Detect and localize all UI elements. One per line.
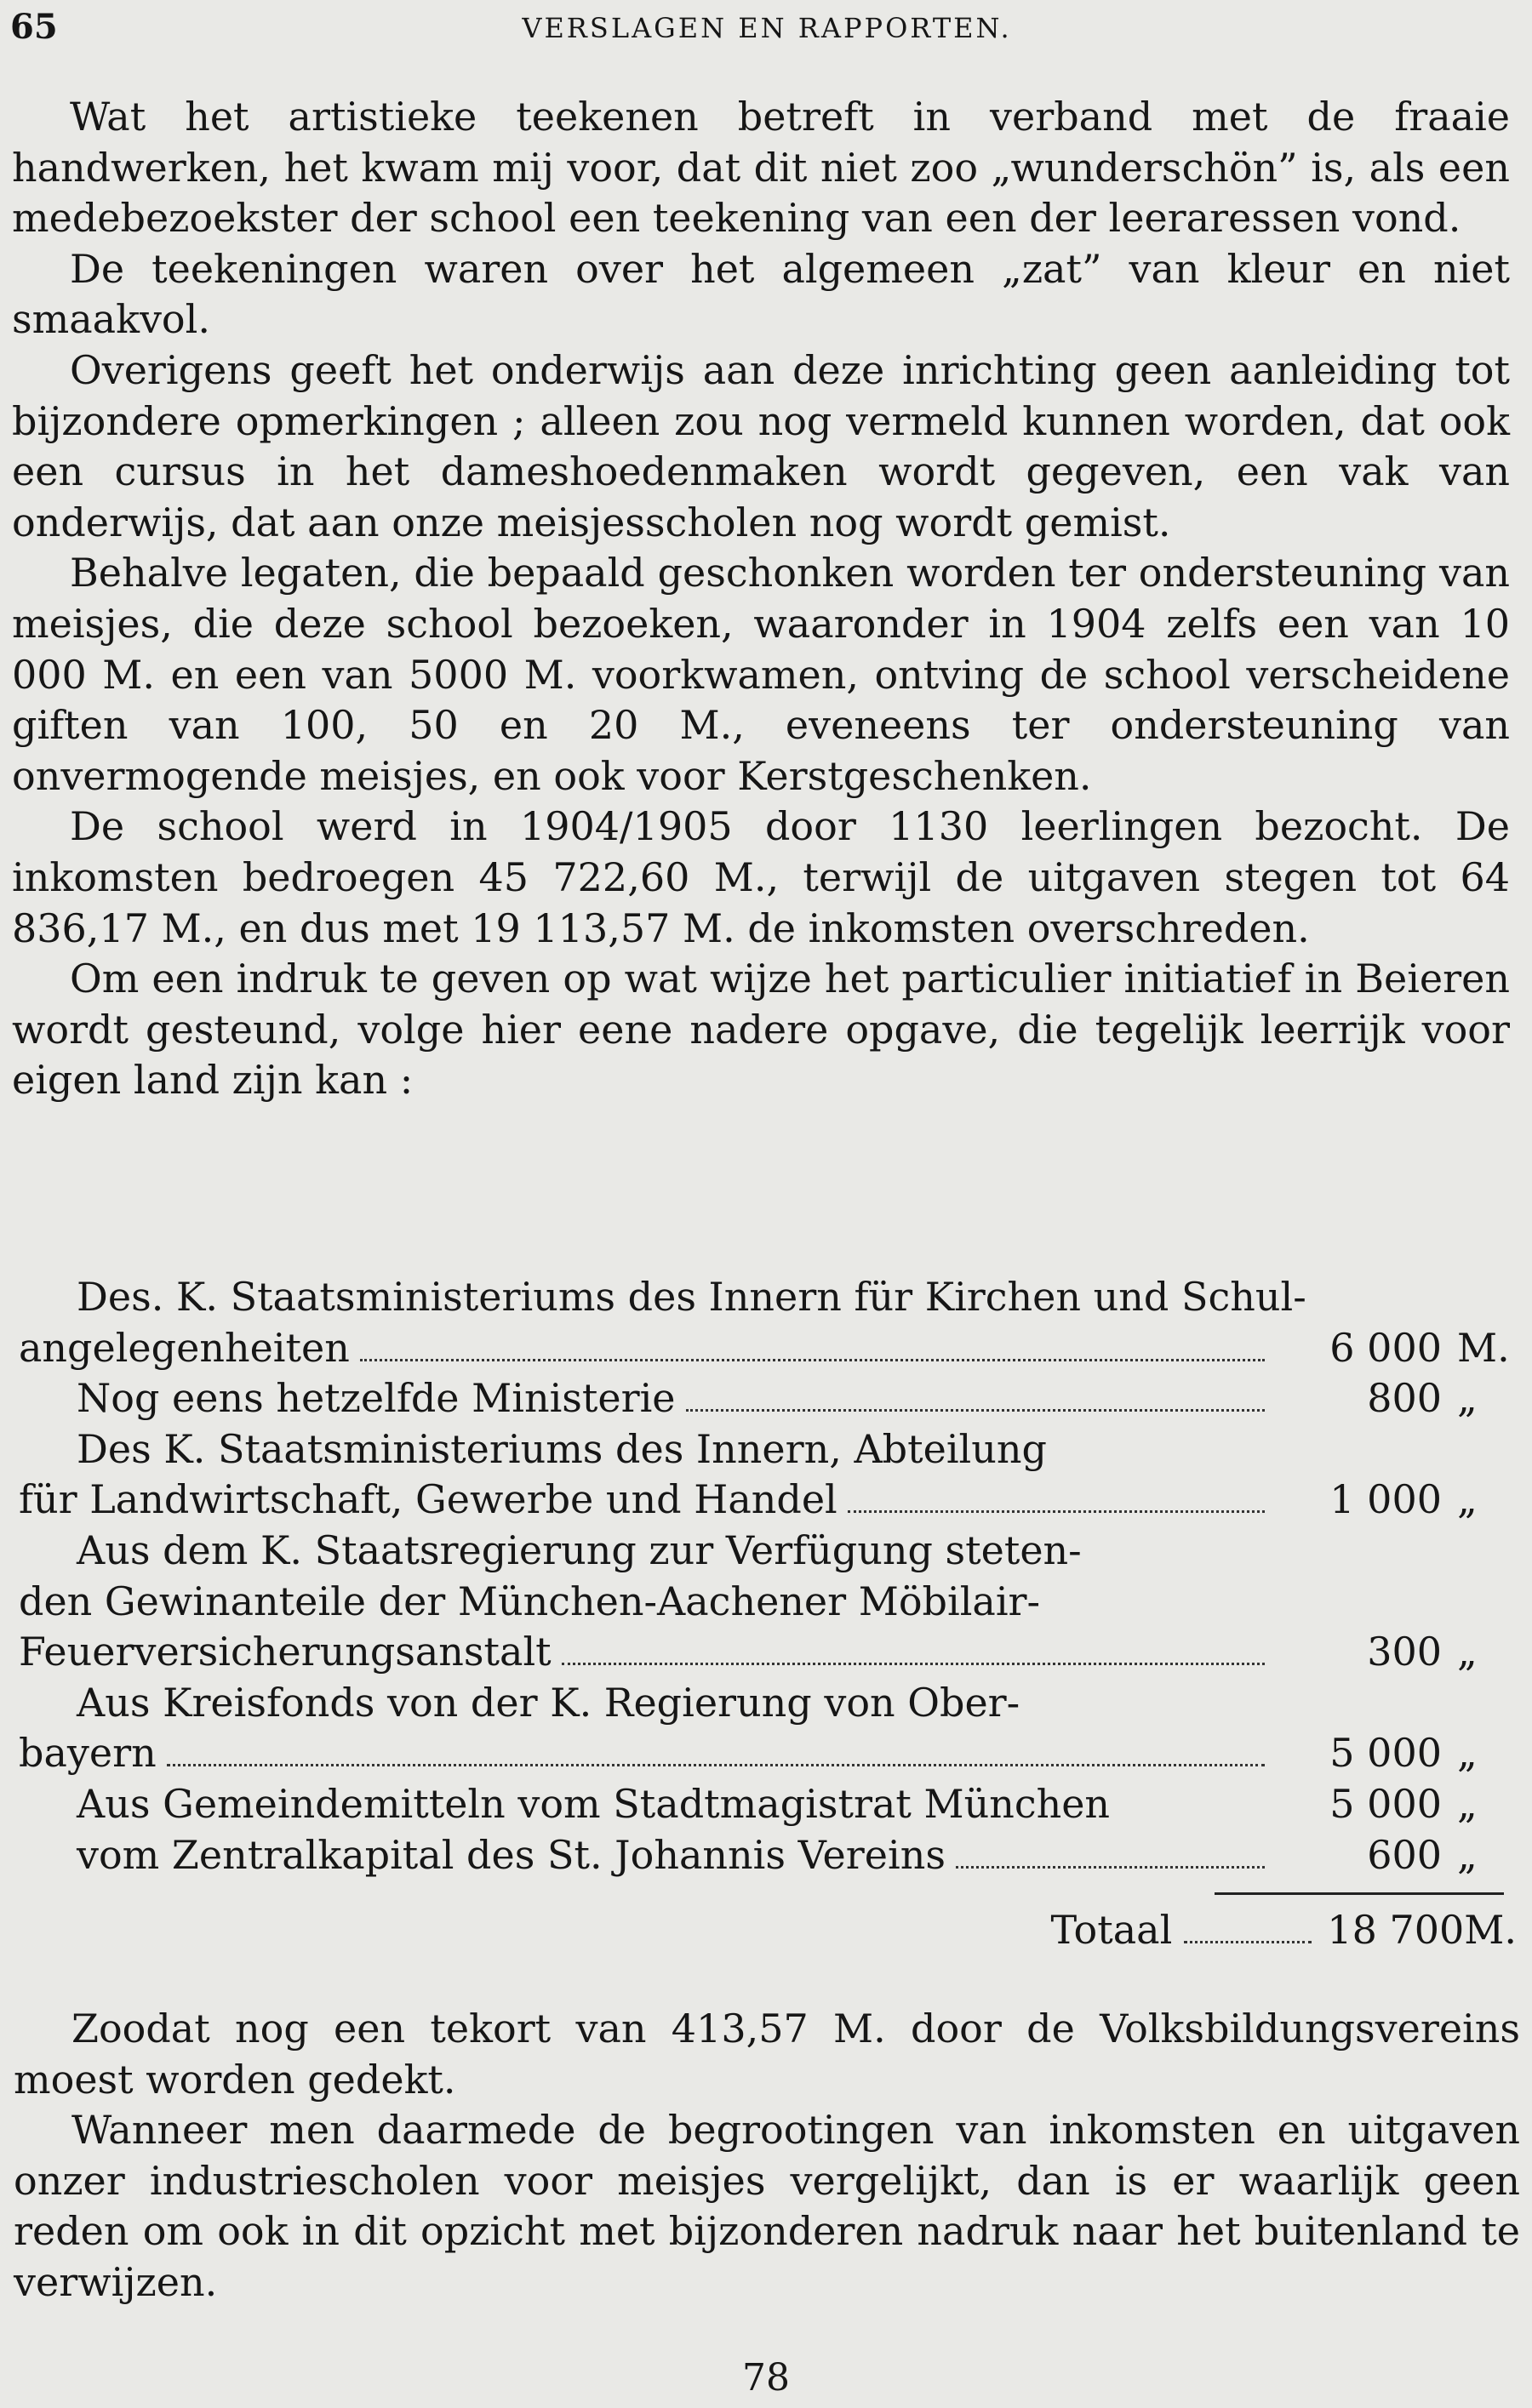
ledger-entry bbox=[19, 1526, 1517, 1678]
paragraph: Behalve legaten, die bepaald geschonken worden ter ondersteuning van meisjes, die deze school bezoeken, waaronder in 1904 zelfs een van 10 000 M. en een van 5000 M. voorkwamen, ontving de school verscheidene giften van 100, 50 en 20 M., eveneens ter ondersteuning van onvermogende meisjes, en ook voor Kerstgeschenken. bbox=[12, 550, 1510, 799]
ledger-unit: „ bbox=[1457, 1476, 1478, 1523]
ledger-amount: 600 bbox=[1367, 1831, 1442, 1878]
ledger-entry-line: bayern bbox=[19, 1730, 157, 1777]
ledger-entry bbox=[19, 1272, 1517, 1373]
body-text bbox=[12, 92, 1510, 1106]
paragraph: Om een indruk te geven op wat wijze het particulier initiatief in Beieren wordt gesteund, volge hier eene nadere opgave, die tegelijk leerrijk voor eigen land zijn kan : bbox=[12, 956, 1510, 1104]
paragraph: De school werd in 1904/1905 door 1130 leerlingen bezocht. De inkomsten bedroegen 45 722,60 M., terwijl de uitgaven stegen tot 64 836,17 M., en dus met 19 113,57 M. de inkomsten overschreden. bbox=[12, 803, 1510, 951]
ledger-entry bbox=[19, 1373, 1517, 1424]
ledger-unit: „ bbox=[1457, 1780, 1478, 1827]
ledger-entry-line: Des K. Staatsministeriums des Innern, Abteilung bbox=[77, 1425, 1047, 1472]
ledger-entry-line: Des. K. Staatsministeriums des Innern für Kirchen und Schul- bbox=[77, 1274, 1306, 1320]
folio-number: 78 bbox=[742, 2356, 790, 2399]
page-number: 65 bbox=[10, 7, 58, 47]
ledger-entry-line: für Landwirtschaft, Gewerbe und Handel bbox=[19, 1476, 837, 1523]
ledger-amount: 800 bbox=[1367, 1375, 1442, 1422]
ledger-entry-line: Aus Kreisfonds von der K. Regierung von Ober- bbox=[77, 1679, 1020, 1726]
paragraph: De teekeningen waren over het algemeen „zat” van kleur en niet smaakvol. bbox=[12, 245, 1510, 343]
running-title: VERSLAGEN EN RAPPORTEN. bbox=[522, 12, 1012, 44]
leader-dots bbox=[956, 1866, 1265, 1869]
total-unit: M. bbox=[1464, 1907, 1517, 1954]
leader-dots bbox=[848, 1510, 1265, 1513]
ledger-unit: „ bbox=[1457, 1375, 1478, 1422]
leader-dots bbox=[360, 1359, 1265, 1361]
ledger-unit: „ bbox=[1457, 1730, 1478, 1777]
ledger-entry-line: Aus Gemeindemitteln vom Stadtmagistrat München bbox=[77, 1780, 1111, 1827]
ledger-entry-line: vom Zentralkapital des St. Johannis Vereins bbox=[77, 1831, 946, 1878]
total-row bbox=[19, 1905, 1517, 1956]
ledger-entry bbox=[19, 1779, 1517, 1830]
ledger-entry-line: angelegenheiten bbox=[19, 1324, 350, 1371]
ledger-entry-line: Aus dem K. Staatsregierung zur Verfügung steten- bbox=[77, 1526, 1082, 1573]
leader-dots bbox=[1184, 1941, 1312, 1943]
total-rule bbox=[1215, 1892, 1504, 1895]
ledger-unit: „ bbox=[1457, 1629, 1478, 1675]
total-amount: 18 700 bbox=[1327, 1907, 1465, 1954]
ledger-entry-line: den Gewinanteile der München-Aachener Möbilair- bbox=[19, 1578, 1041, 1624]
paragraph: Wat het artistieke teekenen betreft in verband met de fraaie handwerken, het kwam mij voor, dat dit niet zoo „wunderschön” is, als een medebezoekster der school een teekening van een der leeraressen vond. bbox=[12, 94, 1510, 242]
ledger-entry-line: Feuerversicherungsanstalt bbox=[19, 1629, 552, 1675]
ledger-unit: M. bbox=[1457, 1324, 1510, 1371]
paragraph: Wanneer men daarmede de begrootingen van inkomsten en uitgaven onzer industriescholen voor meisjes vergelijkt, dan is er waarlijk geen reden om ook in dit opzicht met bijzonderen nadruk naar het buitenland te verwijzen. bbox=[14, 2107, 1520, 2305]
ledger-entry bbox=[19, 1830, 1517, 1881]
ledger-amount: 5 000 bbox=[1329, 1780, 1442, 1827]
closing-text bbox=[14, 2004, 1520, 2308]
leader-dots bbox=[167, 1764, 1265, 1766]
ledger-amount: 1 000 bbox=[1329, 1476, 1442, 1523]
ledger-entry bbox=[19, 1678, 1517, 1779]
ledger-unit: „ bbox=[1457, 1831, 1478, 1878]
total-label: Totaal bbox=[1050, 1907, 1173, 1954]
subsidy-ledger bbox=[19, 1272, 1517, 1956]
ledger-amount: 5 000 bbox=[1329, 1730, 1442, 1777]
paragraph: Zoodat nog een tekort van 413,57 M. door de Volksbildungsvereins moest worden gedekt. bbox=[14, 2006, 1520, 2103]
leader-dots bbox=[562, 1663, 1265, 1665]
ledger-entry-line: Nog eens hetzelfde Ministerie bbox=[77, 1375, 676, 1422]
ledger-amount: 6 000 bbox=[1329, 1324, 1442, 1371]
ledger-entry bbox=[19, 1424, 1517, 1526]
ledger-amount: 300 bbox=[1367, 1629, 1442, 1675]
leader-dots bbox=[686, 1409, 1265, 1412]
running-head bbox=[10, 7, 1506, 49]
paragraph: Overigens geeft het onderwijs aan deze inrichting geen aanleiding tot bijzondere opmerkingen ; alleen zou nog vermeld kunnen worden, dat ook een cursus in het dameshoedenmaken wordt gegeven, een vak van onderwijs, dat aan onze meisjesscholen nog wordt gemist. bbox=[12, 346, 1510, 545]
